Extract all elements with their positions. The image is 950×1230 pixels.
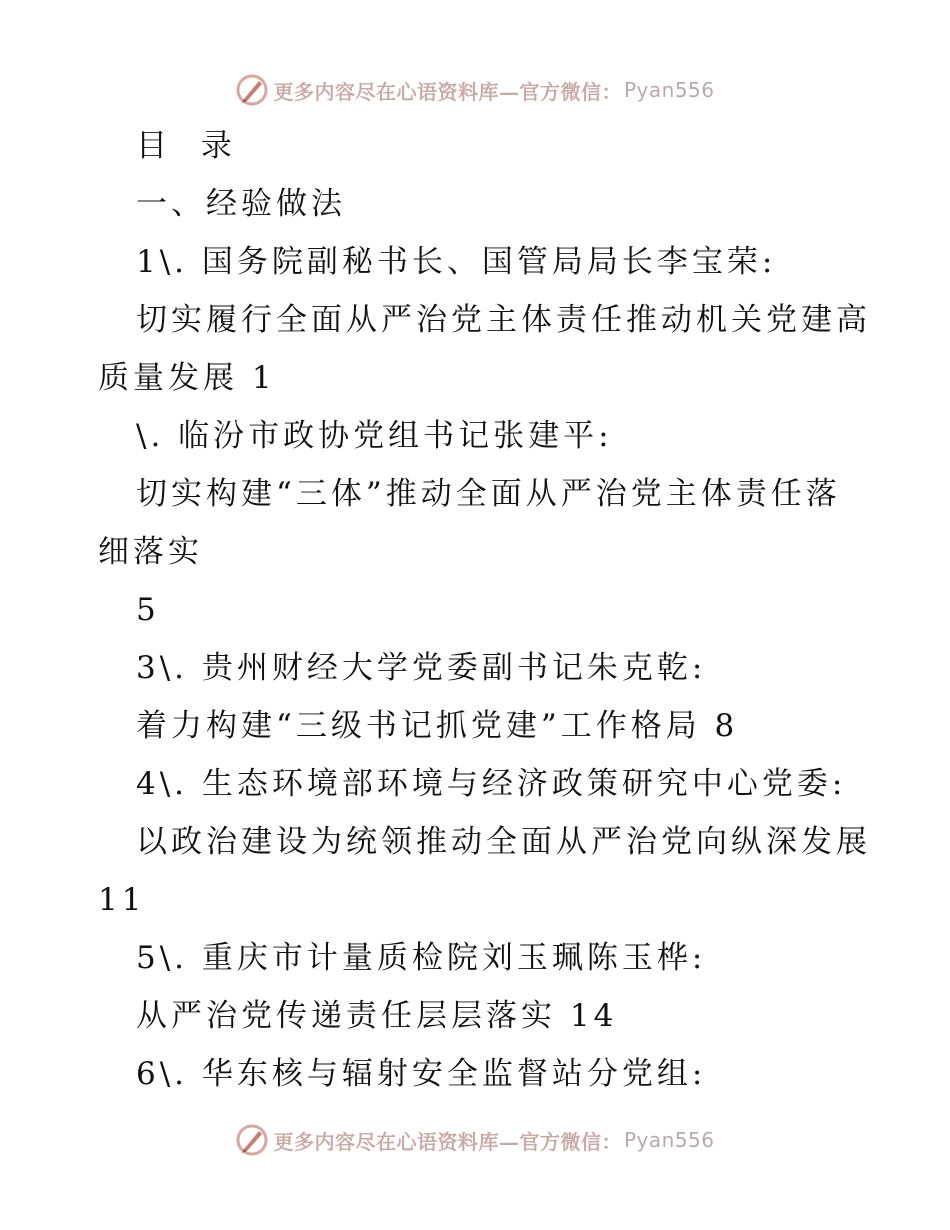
toc-entry-title: 切实构建“三体”推动全面从严治党主体责任落 <box>136 476 841 512</box>
pen-logo-icon <box>235 1123 269 1157</box>
watermark-text: 更多内容尽在心语资料库—官方微信： <box>273 1129 622 1154</box>
toc-entry-title: 以政治建设为统领推动全面从严治党向纵深发展 <box>136 824 871 860</box>
table-of-contents <box>98 117 878 1103</box>
toc-entry-title: 从严治党传递责任层层落实 14 <box>136 998 618 1034</box>
toc-title: 目 录 <box>136 128 244 164</box>
toc-page-number: 11 <box>98 882 146 918</box>
watermark-account: Pyan556 <box>623 78 715 102</box>
toc-entry-title: 着力构建“三级书记抓党建”工作格局 8 <box>136 708 739 744</box>
toc-entry: 1\. 国务院副秘书长、国管局局长李宝荣: <box>136 244 777 280</box>
watermark-header <box>0 70 950 110</box>
toc-page-number: 5 <box>136 592 160 628</box>
toc-entry: \. 临汾市政协党组书记张建平: <box>136 418 613 454</box>
toc-entry: 3\. 贵州财经大学党委副书记朱克乾: <box>136 650 707 686</box>
watermark-text: 更多内容尽在心语资料库—官方微信： <box>273 79 622 104</box>
toc-entry: 4\. 生态环境部环境与经济政策研究中心党委: <box>136 766 847 802</box>
toc-entry-title: 切实履行全面从严治党主体责任推动机关党建高 <box>136 302 871 338</box>
toc-entry-title-cont: 质量发展 1 <box>98 360 276 396</box>
toc-entry: 6\. 华东核与辐射安全监督站分党组: <box>136 1056 707 1092</box>
toc-section-heading: 一、经验做法 <box>136 186 346 222</box>
watermark-account: Pyan556 <box>623 1128 715 1152</box>
toc-entry: 5\. 重庆市计量质检院刘玉珮陈玉桦: <box>136 940 707 976</box>
toc-entry-title-cont: 细落实 <box>98 534 203 570</box>
pen-logo-icon <box>235 73 269 107</box>
watermark-footer <box>0 1120 950 1160</box>
